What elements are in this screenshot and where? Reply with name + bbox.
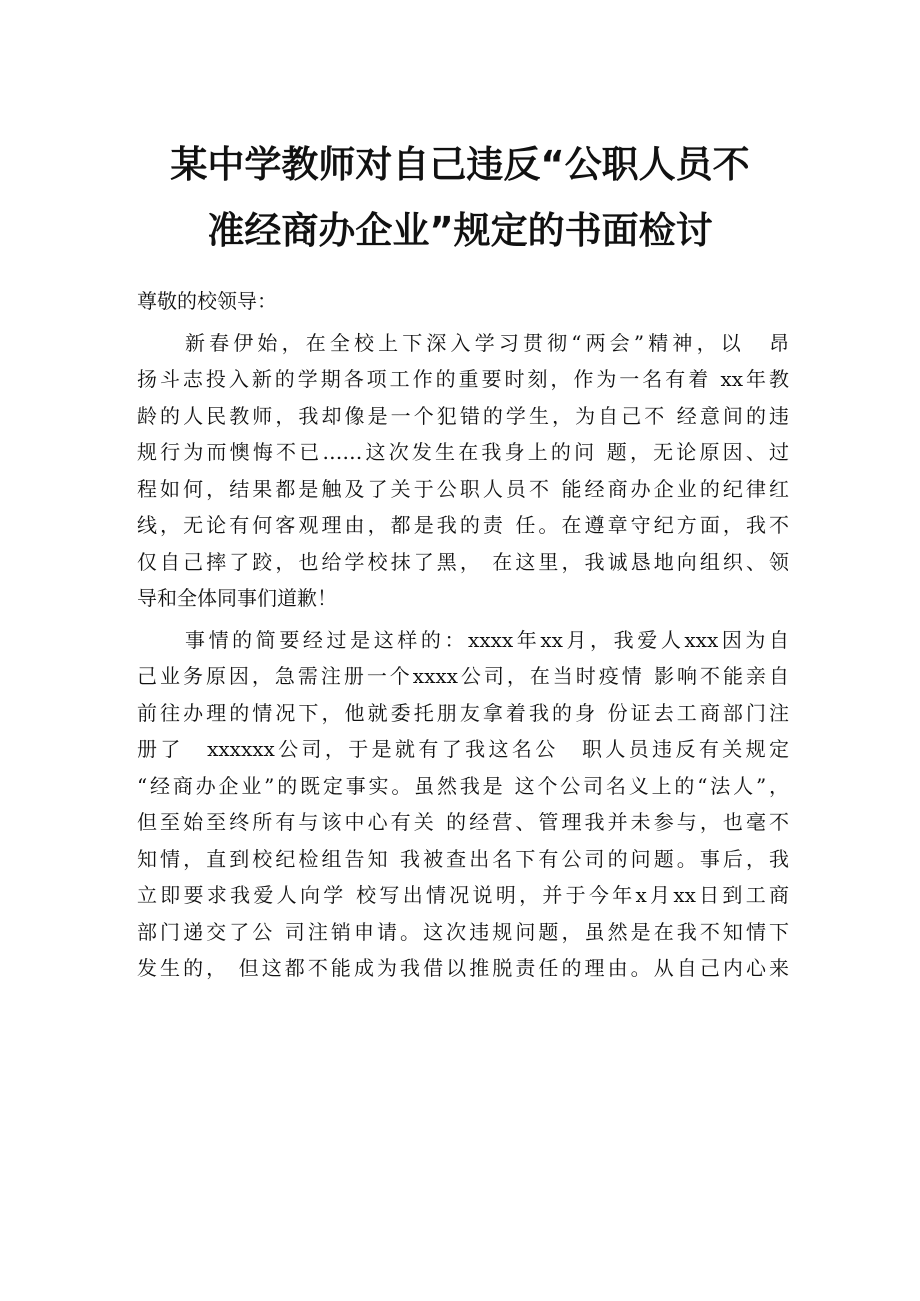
paragraph-line: 程如何，结果都是触及了关于公职人员不 能经商办企业的纪律红 [137, 476, 789, 501]
paragraph-line: 册了 xxxxxx公司，于是就有了我这名公 职人员违反有关规定 [137, 737, 789, 761]
paragraph-line: 但至始至终所有与该中心有关 的经营、管理我并未参与，也毫不 [137, 810, 789, 834]
paragraph-line: “经商办企业”的既定事实。虽然我是 这个公司名义上的“法人”， [137, 773, 789, 798]
paragraph-line: 仅自己摔了跤，也给学校抹了黑， 在这里，我诚恳地向组织、领 [137, 549, 789, 574]
paragraph-line: 事情的简要经过是这样的：xxxx年xx月，我爱人xxx因为自 [185, 627, 789, 652]
paragraph-line: 知情，直到校纪检组告知 我被查出名下有公司的问题。事后，我 [137, 846, 789, 871]
paragraph-2 [137, 622, 789, 987]
document-body [137, 283, 789, 987]
paragraph-line: 前往办理的情况下，他就委托朋友拿着我的身 份证去工商部门注 [137, 700, 789, 725]
salutation: 尊敬的校领导： [137, 289, 277, 313]
document-title [110, 132, 810, 264]
paragraph-line: 己业务原因，急需注册一个xxxx公司，在当时疫情 影响不能亲自 [137, 664, 789, 688]
paragraph-line: 部门递交了公 司注销申请。这次违规问题，虽然是在我不知情下 [137, 919, 789, 944]
paragraph-line: 新春伊始，在全校上下深入学习贯彻“两会”精神，以 昂 [185, 330, 789, 355]
title-line: 某中学教师对自己违反“公职人员不 [170, 143, 750, 186]
paragraph-line: 发生的， 但这都不能成为我借以推脱责任的理由。从自己内心来 [137, 956, 789, 980]
paragraph-line: 导和全体同事们道歉！ [137, 586, 337, 610]
paragraph-line: 规行为而懊悔不已……这次发生在我身上的问 题，无论原因、过 [137, 440, 789, 464]
paragraph-line: 立即要求我爱人向学 校写出情况说明，并于今年x月xx日到工商 [137, 883, 789, 907]
title-line: 准经商办企业”规定的书面检讨 [207, 209, 713, 252]
paragraph-line: 龄的人民教师，我却像是一个犯错的学生，为自己不 经意间的违 [137, 403, 789, 428]
paragraph-line: 扬斗志投入新的学期各项工作的重要时刻，作为一名有着 xx年教 [137, 367, 789, 391]
paragraph-1 [137, 325, 789, 617]
paragraph-line: 线，无论有何客观理由，都是我的责 任。在遵章守纪方面，我不 [137, 513, 789, 537]
